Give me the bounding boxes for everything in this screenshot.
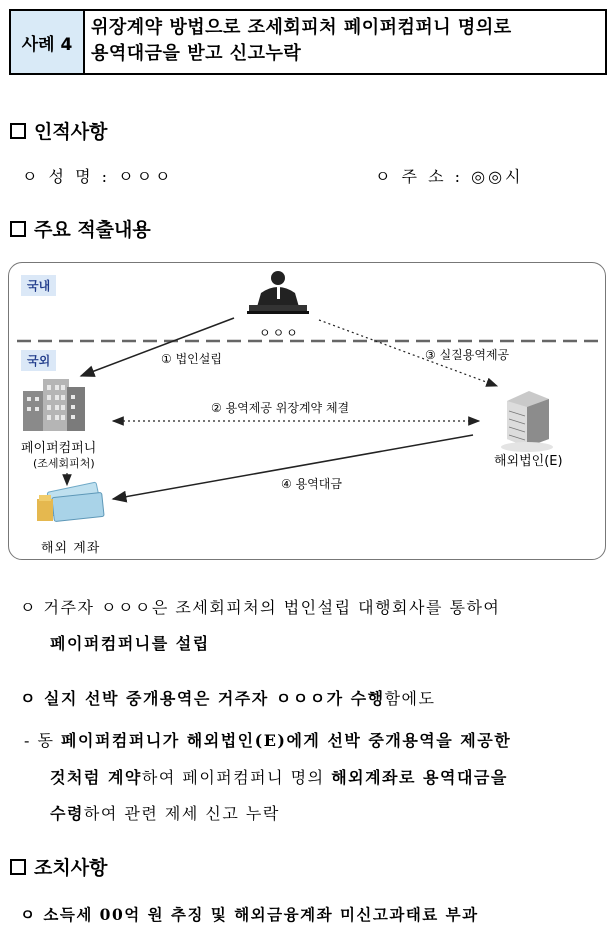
case-title-line1: 위장계약 방법으로 조세회피처 페이퍼컴퍼니 명의로 — [91, 17, 512, 38]
person-label: ㅇㅇㅇ — [259, 326, 300, 340]
section-actions — [10, 853, 107, 880]
foreign-corp-label: 해외법인(E) — [494, 454, 563, 469]
address-value: ◎◎시 — [471, 167, 524, 186]
paragraph-3-dash: - 동 — [24, 731, 62, 750]
section-personal — [10, 117, 107, 144]
name-value: ㅇㅇㅇ — [118, 167, 174, 186]
step3-label: ③ 실질용역제공 — [425, 348, 510, 362]
checkbox-square-icon — [10, 123, 26, 139]
corporate-tower-icon — [501, 391, 553, 452]
paragraph-2-bold: ㅇ 실지 선박 중개용역은 거주자 ㅇㅇㅇ가 수행 — [20, 689, 385, 708]
paragraph-3-bold1: 페이퍼컴퍼니가 해외법인(E)에게 선박 중개용역을 제공한 — [61, 731, 512, 750]
case-title-line2: 용역대금을 받고 신고누락 — [91, 43, 302, 64]
case-header — [9, 9, 607, 75]
address-row — [375, 164, 524, 187]
address-label: ㅇ 주 소 : — [375, 167, 472, 186]
paragraph-1-line2: 페이퍼컴퍼니를 설립 — [50, 634, 210, 653]
paragraph-3-bold2: 것처럼 계약 — [50, 768, 142, 787]
paragraph-3-normal2: 하여 관련 제세 신고 누락 — [83, 804, 280, 823]
checkbox-square-icon — [10, 859, 26, 875]
paragraph-3-normal1: 하여 페이퍼컴퍼니 명의 — [141, 768, 332, 787]
case-title — [91, 15, 597, 67]
paragraph-3-line3 — [50, 801, 280, 824]
domestic-tag: 국내 — [21, 275, 56, 296]
name-label: ㅇ 성 명 : — [22, 167, 119, 186]
section-personal-title: 인적사항 — [34, 121, 108, 143]
step1-label: ① 법인설립 — [161, 352, 222, 366]
arrow-establish — [81, 318, 234, 376]
flow-diagram — [8, 262, 606, 560]
section-findings-title: 주요 적출내용 — [34, 219, 151, 241]
section-actions-title: 조치사항 — [34, 857, 108, 879]
paragraph-3-bold4: 수령 — [50, 804, 84, 823]
step2-label: ② 용역제공 위장계약 체결 — [211, 401, 350, 415]
paper-company-label: 페이퍼컴퍼니 — [21, 441, 97, 456]
case-tag: 사례 4 — [11, 11, 85, 73]
overseas-account-label: 해외 계좌 — [41, 541, 101, 556]
paragraph-4: ㅇ 소득세 00억 원 추징 및 해외금융계좌 미신고과태료 부과 — [20, 905, 479, 924]
paragraph-3-line1 — [24, 728, 511, 751]
section-findings — [10, 215, 151, 242]
foreign-tag: 국외 — [21, 350, 56, 371]
checkbox-square-icon — [10, 221, 26, 237]
money-account-icon — [37, 482, 104, 521]
office-building-icon — [23, 379, 85, 431]
step4-label: ④ 용역대금 — [281, 477, 342, 491]
paragraph-1-line1: ㅇ 거주자 ㅇㅇㅇ은 조세회피처의 법인설립 대행회사를 통하여 — [20, 598, 501, 617]
name-row — [22, 164, 173, 187]
paper-company-sub-label: (조세회피처) — [33, 457, 95, 470]
paragraph-3-line2 — [50, 765, 508, 788]
paragraph-3-bold3: 해외계좌로 용역대금을 — [331, 768, 508, 787]
businessman-icon — [247, 271, 309, 314]
paragraph-2-normal: 함에도 — [384, 689, 436, 708]
paragraph-2 — [20, 686, 435, 709]
